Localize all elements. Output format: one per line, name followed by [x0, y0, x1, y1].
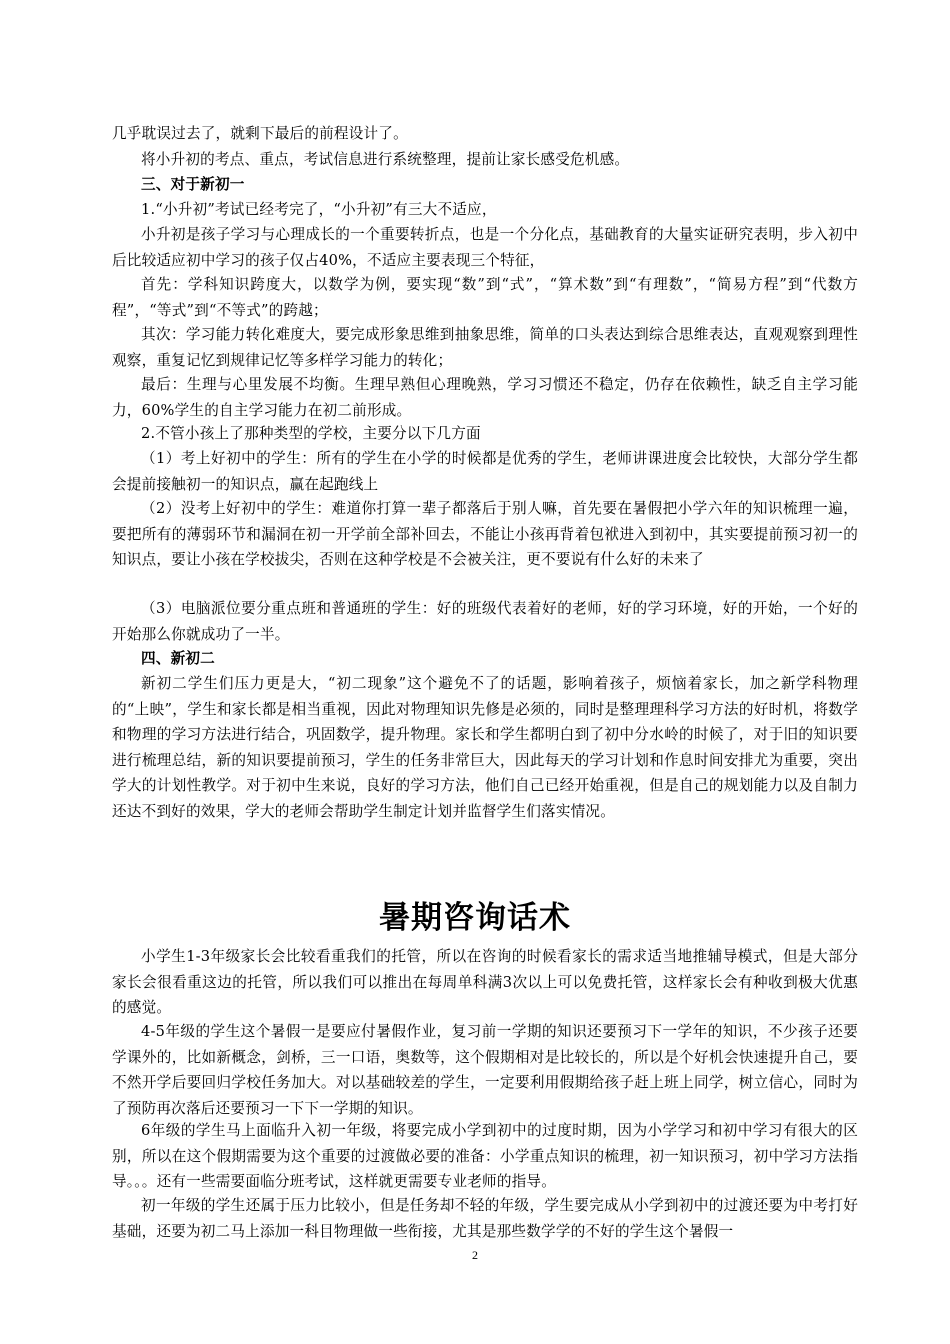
paragraph: 小学生1-3年级家长会比较看重我们的托管，所以在咨询的时候看家长的需求适当地推辅导模式，但是大部分家长会很看重这边的托管，所以我们可以推出在每周单科满3次以上可以免费托管，这样家长会有种收到极大优惠的感觉。 [112, 948, 858, 1017]
paragraph: 首先：学科知识跨度大，以数学为例，要实现“数”到“式”，“算术数”到“有理数”，“简易方程”到“代数方程”，“等式”到“不等式”的跨越； [112, 276, 858, 319]
paragraph: 新初二学生们压力更是大，“初二现象”这个避免不了的话题，影响着孩子，烦恼着家长，加之新学科物理的“上映”，学生和家长都是相当重视，因此对物理知识先修是必须的，同时是整理理科学习方法的好时机，将数学和物理的学习方法进行结合，巩固数学，提升物理。家长和学生都明白到了初中分水岭的时候了，对于旧的知识要进行梳理总结，新的知识要提前预习，学生的任务非常巨大，因此每天的学习计划和作息时间安排尤为重要，突出学大的计划性教学。对于初中生来说，良好的学习方法，他们自己已经开始重视，但是自己的规划能力以及自制力还达不到好的效果，学大的老师会帮助学生制定计划并监督学生们落实情况。 [112, 675, 858, 820]
paragraph: 初一年级的学生还属于压力比较小，但是任务却不轻的年级，学生要完成从小学到初中的过渡还要为中考打好基础，还要为初二马上添加一科目物理做一些衔接，尤其是那些数学学的不好的学生这个暑假一 [112, 1197, 858, 1240]
page-title: 暑期咨询话术 [379, 900, 571, 936]
section-heading: 四、新初二 [141, 650, 215, 667]
page-number: 2 [472, 1248, 478, 1262]
paragraph: 几乎耽误过去了，就剩下最后的前程设计了。 [112, 125, 408, 142]
paragraph: 将小升初的考点、重点，考试信息进行系统整理，提前让家长感受危机感。 [141, 151, 630, 168]
paragraph: 小升初是孩子学习与心理成长的一个重要转折点，也是一个分化点，基础教育的大量实证研究表明，步入初中后比较适应初中学习的孩子仅占40%，不适应主要表现三个特征， [112, 226, 858, 269]
paragraph: 最后：生理与心里发展不均衡。生理早熟但心理晚熟，学习习惯还不稳定，仍存在依赖性，缺乏自主学习能力，60%学生的自主学习能力在初二前形成。 [112, 376, 858, 419]
paragraph: （2）没考上好初中的学生：难道你打算一辈子都落后于别人嘛，首先要在暑假把小学六年的知识梳理一遍，要把所有的薄弱环节和漏洞在初一开学前全部补回去，不能让小孩再背着包袱进入到初中，其实要提前预习初一的知识点，要让小孩在学校拔尖，否则在这种学校是不会被关注，更不要说有什么好的未来了 [112, 500, 858, 569]
paragraph: 1.“小升初”考试已经考完了，“小升初”有三大不适应， [141, 201, 497, 218]
paragraph: 6年级的学生马上面临升入初一年级，将要完成小学到初中的过度时期，因为小学学习和初中学习有很大的区别，所以在这个假期需要为这个重要的过渡做必要的准备：小学重点知识的梳理，初一知识预习，初中学习方法指导。。。还有一些需要面临分班考试，这样就更需要专业老师的指导。 [112, 1122, 858, 1191]
section-heading: 三、对于新初一 [141, 176, 245, 193]
paragraph: 2.不管小孩上了那种类型的学校，主要分以下几方面 [141, 425, 481, 442]
paragraph: （3）电脑派位要分重点班和普通班的学生：好的班级代表着好的老师，好的学习环境，好的开始，一个好的开始那么你就成功了一半。 [112, 600, 858, 643]
paragraph: 其次：学习能力转化难度大，要完成形象思维到抽象思维，简单的口头表达到综合思维表达，直观观察到理性观察，重复记忆到规律记忆等多样学习能力的转化； [112, 326, 858, 369]
paragraph: （1）考上好初中的学生：所有的学生在小学的时候都是优秀的学生，老师讲课进度会比较快，大部分学生都会提前接触初一的知识点，赢在起跑线上 [112, 450, 858, 493]
paragraph: 4-5年级的学生这个暑假一是要应付暑假作业，复习前一学期的知识还要预习下一学年的知识，不少孩子还要学课外的，比如新概念，剑桥，三一口语，奥数等，这个假期相对是比较长的，所以是个好机会快速提升自己，要不然开学后要回归学校任务加大。对以基础较差的学生，一定要利用假期给孩子赶上班上同学，树立信心，同时为了预防再次落后还要预习一下下一学期的知识。 [112, 1023, 858, 1117]
